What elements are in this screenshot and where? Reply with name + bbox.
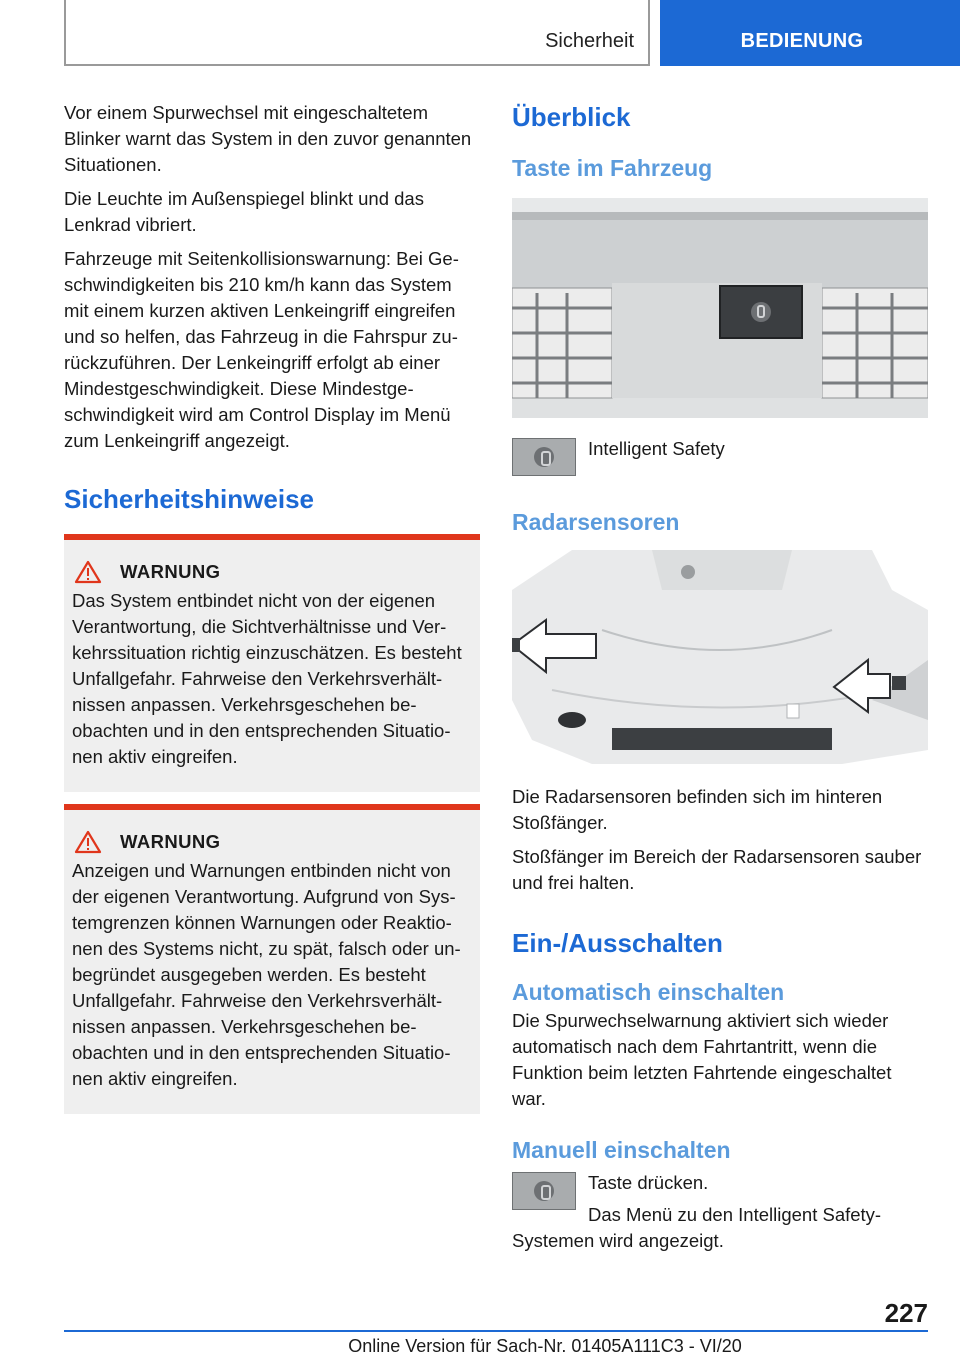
radar-heading: Radarsensoren xyxy=(512,509,680,535)
auto-text: Die Spurwechselwarnung aktiviert sich wieder automatisch nach dem Fahrtantritt, wenn die Funktion beim letzten Fahrtende eingeschaltet war. xyxy=(512,1010,892,1109)
manual-step-1: Taste drücken. xyxy=(588,1172,709,1193)
warning-text: Das System entbindet nicht von der eigenen Verantwortung, die Sichtverhältnisse und Verkehrssituation richtig einzuschätzen. Es besteht Unfallgefahr. Fahrweise den Verkehrsverhältnissen anpassen. Verkehrsgeschehen beobachten und in den entsprechenden Situationen aktiv eingreifen. xyxy=(72,590,462,767)
button-legend xyxy=(512,436,928,476)
page-header xyxy=(0,0,960,66)
warning-triangle-icon xyxy=(74,830,102,854)
footer-text: Online Version für Sach-Nr. 01405A111C3 - VI/20 xyxy=(348,1336,742,1356)
button-legend-text: Intelligent Safety xyxy=(588,438,725,459)
header-chapter-tab[interactable] xyxy=(660,0,960,66)
warning-box-1 xyxy=(64,534,480,792)
auto-heading: Automatisch einschalten xyxy=(512,979,785,1005)
paragraph: Fahrzeuge mit Seitenkollisionswarnung: Bei Geschwindigkeiten bis 210 km/h kann das System mit einem kurzen aktiven Lenkeingriff eingreifen und so helfen, das Fahrzeug in die Fahrspur zurückzuführen. Der Lenkeingriff erfolgt ab einer Mindestgeschwindigkeit. Diese Mindestgeschwindigkeit wird am Control Display im Menü zum Lenkeingriff angezeigt. xyxy=(64,248,459,451)
header-section-box xyxy=(64,0,650,66)
overview-heading: Überblick xyxy=(512,102,631,132)
intelligent-safety-button-icon xyxy=(512,1172,576,1210)
intelligent-safety-button-icon xyxy=(512,438,576,476)
header-chapter-title: BEDIENUNG xyxy=(740,30,864,52)
right-column xyxy=(512,100,928,1262)
safety-heading: Sicherheitshinweise xyxy=(64,484,314,514)
footer-rule xyxy=(64,1330,928,1332)
radar-text-2: Stoßfänger im Bereich der Radarsensoren sauber und frei halten. xyxy=(512,846,922,893)
dashboard-button-photo xyxy=(512,198,928,418)
onoff-heading: Ein-/Ausschalten xyxy=(512,928,723,958)
radar-sensor-photo xyxy=(512,550,928,764)
warning-title: WARNUNG xyxy=(120,831,221,852)
radar-text-1: Die Radarsensoren befinden sich im hinteren Stoßfänger. xyxy=(512,786,883,833)
header-section-title: Sicherheit xyxy=(545,30,634,52)
warning-text: Anzeigen und Warnungen entbinden nicht von der eigenen Verantwortung. Aufgrund von Systemgrenzen können Warnungen oder Reaktionen des Systems nicht, zu spät, falsch oder unbegründet ausgegeben werden. Es besteht Unfallgefahr. Fahrweise den Verkehrsverhältnissen anpassen. Verkehrsgeschehen beobachten und in den entsprechenden Situationen aktiv eingreifen. xyxy=(72,860,461,1089)
warning-box-2 xyxy=(64,804,480,1114)
left-column xyxy=(64,100,480,1114)
manual-heading: Manuell einschalten xyxy=(512,1137,731,1163)
button-heading: Taste im Fahrzeug xyxy=(512,155,713,181)
page-number: 227 xyxy=(884,1298,928,1328)
paragraph: Vor einem Spurwechsel mit eingeschaltetem Blinker warnt das System in den zuvor genannten Situationen. xyxy=(64,102,472,175)
warning-title: WARNUNG xyxy=(120,561,221,582)
manual-step-2: Das Menü zu den Intelligent Safety-Systemen wird angezeigt. xyxy=(512,1204,882,1251)
paragraph: Die Leuchte im Außenspiegel blinkt und das Lenkrad vibriert. xyxy=(64,188,424,235)
warning-triangle-icon xyxy=(74,560,102,584)
